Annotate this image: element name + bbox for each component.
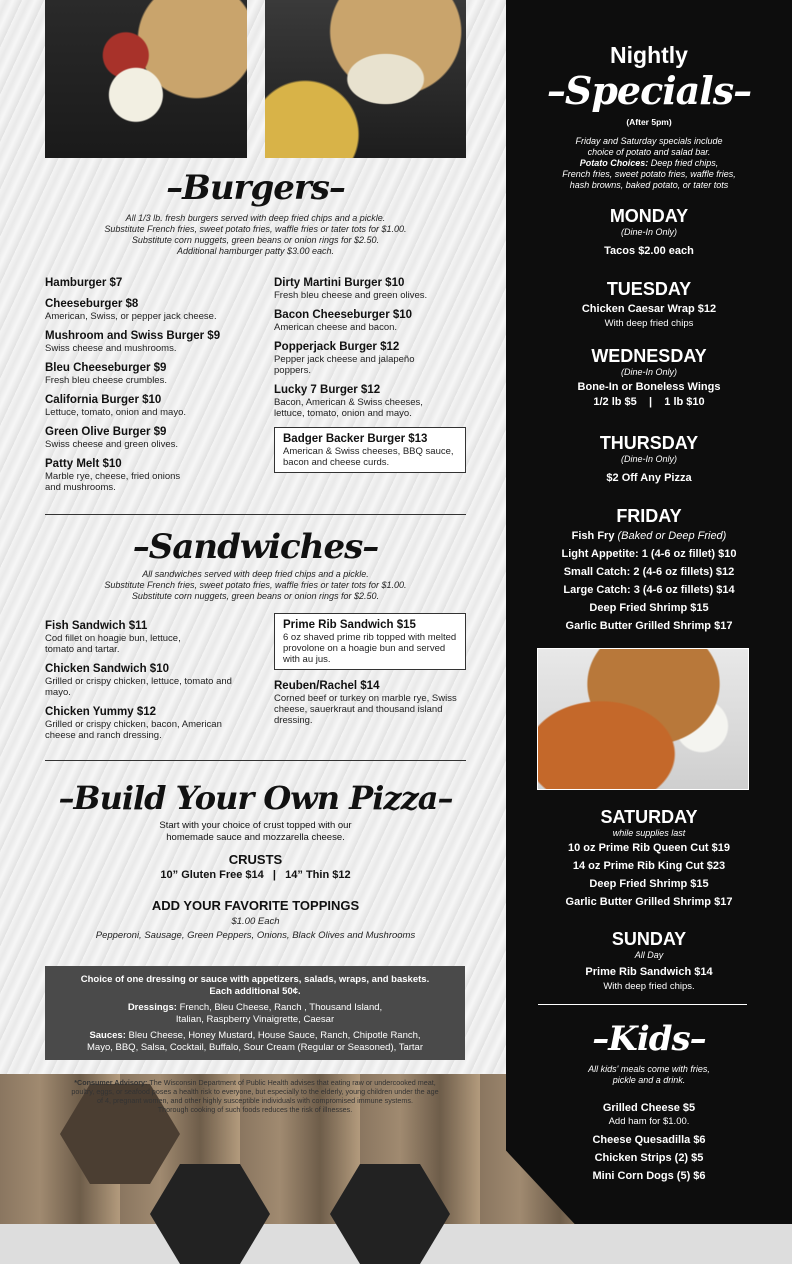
intro-line: Start with your choice of crust topped with our [159, 820, 352, 831]
day-sub: (Dine-In Only) [620, 227, 677, 237]
sauces-text: Mayo, BBQ, Salsa, Cocktail, Buffalo, Sour Cream (Regular or Seasoned), Tartar [87, 1042, 423, 1053]
note-line: Substitute French fries, sweet potato fries, waffle fries or tater tots for $1.00. [104, 580, 407, 590]
item-desc: Swiss cheese and mushrooms. [45, 343, 177, 354]
day-heading: TUESDAY [606, 279, 692, 299]
tuesday-block [506, 278, 792, 330]
menu-item [274, 276, 466, 301]
specials-title: –Specials– [546, 68, 752, 113]
sauces-text: Bleu Cheese, Honey Mustard, House Sauce, Ranch, Chipotle Ranch, [128, 1030, 421, 1041]
item-name: Fish Sandwich $11 [45, 620, 148, 632]
item-desc: Grilled or crispy chicken, lettuce, tomato and mayo. [45, 676, 232, 698]
dressings-label: Dressings: [127, 1002, 177, 1013]
intro-line: All kids' meals come with fries, [588, 1064, 710, 1074]
saturday-block [506, 806, 792, 911]
day-heading: FRIDAY [616, 506, 682, 526]
advisory-text: The Wisconsin Department of Public Health advises that eating raw or undercooked meat, [149, 1078, 436, 1087]
menu-item [45, 393, 260, 418]
advisory-text: of 4, pregnant women, and other highly susceptible individuals with compromised immune systems. [96, 1096, 413, 1105]
item-name: Dirty Martini Burger $10 [274, 277, 405, 289]
sandwiches-left-column [45, 619, 240, 741]
advisory-text: poultry, eggs, or seafood poses a health risk to everyone, but especially to the elderly, young children under the age [71, 1087, 439, 1096]
consumer-advisory [40, 1078, 470, 1114]
kids-item: Grilled Cheese $5 [602, 1102, 696, 1114]
kids-item: Chicken Strips (2) $5 [594, 1152, 704, 1164]
dressings-intro [45, 974, 465, 998]
intro-line: homemade sauce and mozzarella cheese. [166, 832, 345, 843]
special-line: Light Appetite: 1 (4-6 oz fillet) $10 [561, 548, 737, 560]
sandwiches-right-column [274, 613, 466, 726]
item-name: Hamburger $7 [45, 277, 123, 289]
sauces-list [45, 1030, 465, 1054]
hex-tile [330, 1164, 450, 1264]
item-name: Cheeseburger $8 [45, 298, 139, 310]
sauces-label: Sauces: [89, 1030, 126, 1041]
fish-fry-sub: (Baked or Deep Fried) [617, 530, 727, 542]
specials-intro [506, 136, 792, 191]
special-note: With deep fried chips. [603, 981, 695, 992]
special-line: Prime Rib Sandwich $14 [585, 966, 713, 978]
item-desc: Fresh bleu cheese crumbles. [45, 375, 167, 386]
toppings-price: $1.00 Each [231, 916, 280, 927]
special-line: 1/2 lb $5 | 1 lb $10 [593, 396, 705, 408]
toppings-list: Pepperoni, Sausage, Green Peppers, Onions, Black Olives and Mushrooms [95, 930, 416, 941]
note-line: Substitute corn nuggets, green beans or onion rings for $2.50. [131, 591, 380, 601]
menu-item [45, 361, 260, 386]
day-heading: MONDAY [609, 206, 689, 226]
menu-item [45, 276, 260, 290]
special-line: Tacos $2.00 each [604, 245, 694, 257]
item-desc: American & Swiss cheeses, BBQ sauce, bacon and cheese curds. [283, 446, 454, 468]
kids-item-desc: Add ham for $1.00. [608, 1116, 690, 1127]
friday-block [506, 505, 792, 635]
kids-items [506, 1100, 792, 1185]
special-line: Deep Fried Shrimp $15 [589, 602, 709, 614]
menu-item [274, 340, 466, 376]
advisory-label: *Consumer Advisory: [74, 1078, 148, 1087]
menu-item [274, 383, 466, 419]
toppings-heading: ADD YOUR FAVORITE TOPPINGS [151, 898, 360, 913]
potato-text: French fries, sweet potato fries, waffle fries, [562, 169, 736, 179]
item-name: Chicken Yummy $12 [45, 706, 157, 718]
menu-item [45, 297, 260, 322]
pizza-intro [45, 820, 466, 844]
item-desc: Swiss cheese and green olives. [45, 439, 179, 450]
intro-line: Friday and Saturday specials include [575, 136, 723, 146]
item-desc: Lettuce, tomato, onion and mayo. [45, 407, 187, 418]
kids-title: –Kids– [592, 1019, 706, 1059]
item-desc: Marble rye, cheese, fried onions and mushrooms. [45, 471, 181, 493]
item-name: Badger Backer Burger $13 [283, 433, 428, 445]
dressings-text: Italian, Raspberry Vinaigrette, Caesar [175, 1014, 335, 1025]
menu-item [45, 619, 240, 655]
item-desc: Grilled or crispy chicken, bacon, American cheese and ranch dressing. [45, 719, 222, 741]
crusts-heading: CRUSTS [228, 852, 283, 867]
item-name: Chicken Sandwich $10 [45, 663, 169, 675]
hex-tile [150, 1164, 270, 1264]
fish-fry-photo [537, 648, 749, 790]
dressings-list [45, 1002, 465, 1026]
special-line: Small Catch: 2 (4-6 oz fillets) $12 [563, 566, 735, 578]
divider [538, 1004, 747, 1005]
special-line: Deep Fried Shrimp $15 [589, 878, 709, 890]
special-line: Bone-In or Boneless Wings [577, 381, 721, 393]
burgers-right-column [274, 276, 466, 473]
burgers-notes [45, 213, 466, 257]
special-note: With deep fried chips [604, 318, 694, 329]
advisory-text: Thorough cooking of such foods reduces the risk of illnesses. [157, 1105, 353, 1114]
menu-item [45, 705, 240, 741]
item-name: Bacon Cheeseburger $10 [274, 309, 413, 321]
intro-line: Each additional 50¢. [209, 986, 301, 997]
burgers-title: –Burgers– [166, 168, 345, 208]
item-name: California Burger $10 [45, 394, 162, 406]
divider [45, 760, 466, 761]
kids-intro [506, 1064, 792, 1086]
sandwiches-title: –Sandwiches– [132, 527, 379, 567]
potato-text: hash browns, baked potato, or tater tots [569, 180, 729, 190]
note-line: Substitute corn nuggets, green beans or onion rings for $2.50. [131, 235, 380, 245]
note-line: All sandwiches served with deep fried chips and a pickle. [142, 569, 369, 579]
special-line: Garlic Butter Grilled Shrimp $17 [565, 896, 733, 908]
dressings-box [45, 966, 465, 1060]
item-name: Bleu Cheeseburger $9 [45, 362, 167, 374]
item-name: Popperjack Burger $12 [274, 341, 400, 353]
potato-text: Deep fried chips, [650, 158, 719, 168]
intro-line: pickle and a drink. [612, 1075, 686, 1085]
dressings-text: French, Bleu Cheese, Ranch , Thousand Island, [179, 1002, 383, 1013]
kids-item: Mini Corn Dogs (5) $6 [592, 1170, 706, 1182]
menu-item [45, 329, 260, 354]
item-name: Mushroom and Swiss Burger $9 [45, 330, 221, 342]
note-line: Substitute French fries, sweet potato fries, waffle fries or tater tots for $1.00. [104, 224, 407, 234]
cheesesteak-photo [265, 0, 466, 158]
burgers-left-column [45, 276, 260, 493]
special-line: 10 oz Prime Rib Queen Cut $19 [568, 842, 730, 854]
burger-photo [45, 0, 247, 158]
sandwiches-notes [45, 569, 466, 602]
note-line: All 1/3 lb. fresh burgers served with deep fried chips and a pickle. [125, 213, 386, 223]
day-sub: (Dine-In Only) [620, 454, 677, 464]
day-sub: while supplies last [612, 828, 686, 838]
item-desc: 6 oz shaved prime rib topped with melted provolone on a hoagie bun and served with au jus. [283, 632, 457, 665]
item-name: Patty Melt $10 [45, 458, 122, 470]
item-desc: Corned beef or turkey on marble rye, Swiss cheese, sauerkraut and thousand island dressing. [274, 693, 457, 726]
item-desc: Bacon, American & Swiss cheeses, lettuce, tomato, onion and mayo. [274, 397, 423, 419]
nightly-label: Nightly [610, 42, 688, 68]
pizza-title: –Build Your Own Pizza– [58, 779, 453, 817]
sunday-block [506, 928, 792, 993]
day-heading: THURSDAY [599, 433, 699, 453]
wednesday-block [506, 345, 792, 410]
item-desc: Cod fillet on hoagie bun, lettuce, tomato and tartar. [45, 633, 181, 655]
item-desc: American, Swiss, or pepper jack cheese. [45, 311, 217, 322]
special-line: $2 Off Any Pizza [606, 472, 692, 484]
featured-sandwich-box [274, 613, 466, 670]
intro-line: Choice of one dressing or sauce with appetizers, salads, wraps, and baskets. [80, 974, 430, 985]
crusts-line: 10” Gluten Free $14 | 14” Thin $12 [160, 869, 351, 881]
day-heading: SATURDAY [600, 807, 698, 827]
item-name: Prime Rib Sandwich $15 [283, 619, 416, 631]
monday-block [506, 205, 792, 260]
menu-item [45, 457, 260, 493]
after-5pm: (After 5pm) [626, 117, 672, 127]
special-line: Garlic Butter Grilled Shrimp $17 [565, 620, 733, 632]
special-line: Chicken Caesar Wrap $12 [581, 303, 717, 315]
potato-label: Potato Choices: [579, 158, 649, 168]
menu-item [45, 425, 260, 450]
fish-fry: Fish Fry [571, 530, 615, 542]
item-desc: Fresh bleu cheese and green olives. [274, 290, 428, 301]
item-name: Lucky 7 Burger $12 [274, 384, 381, 396]
menu-item [45, 662, 240, 698]
divider [45, 514, 466, 515]
day-sub: (Dine-In Only) [620, 367, 677, 377]
day-sub: All Day [634, 950, 664, 960]
item-desc: Pepper jack cheese and jalapeño poppers. [274, 354, 415, 376]
day-heading: SUNDAY [611, 929, 687, 949]
item-desc: American cheese and bacon. [274, 322, 398, 333]
special-line: 14 oz Prime Rib King Cut $23 [572, 860, 726, 872]
kids-item: Cheese Quesadilla $6 [592, 1134, 706, 1146]
intro-line: choice of potato and salad bar. [587, 147, 711, 157]
menu-item [274, 308, 466, 333]
note-line: Additional hamburger patty $3.00 each. [176, 246, 335, 256]
item-name: Green Olive Burger $9 [45, 426, 167, 438]
item-name: Reuben/Rachel $14 [274, 680, 380, 692]
menu-item [274, 679, 466, 726]
thursday-block [506, 432, 792, 487]
special-line: Large Catch: 3 (4-6 oz fillets) $14 [563, 584, 735, 596]
featured-burger-box [274, 427, 466, 473]
day-heading: WEDNESDAY [591, 346, 707, 366]
